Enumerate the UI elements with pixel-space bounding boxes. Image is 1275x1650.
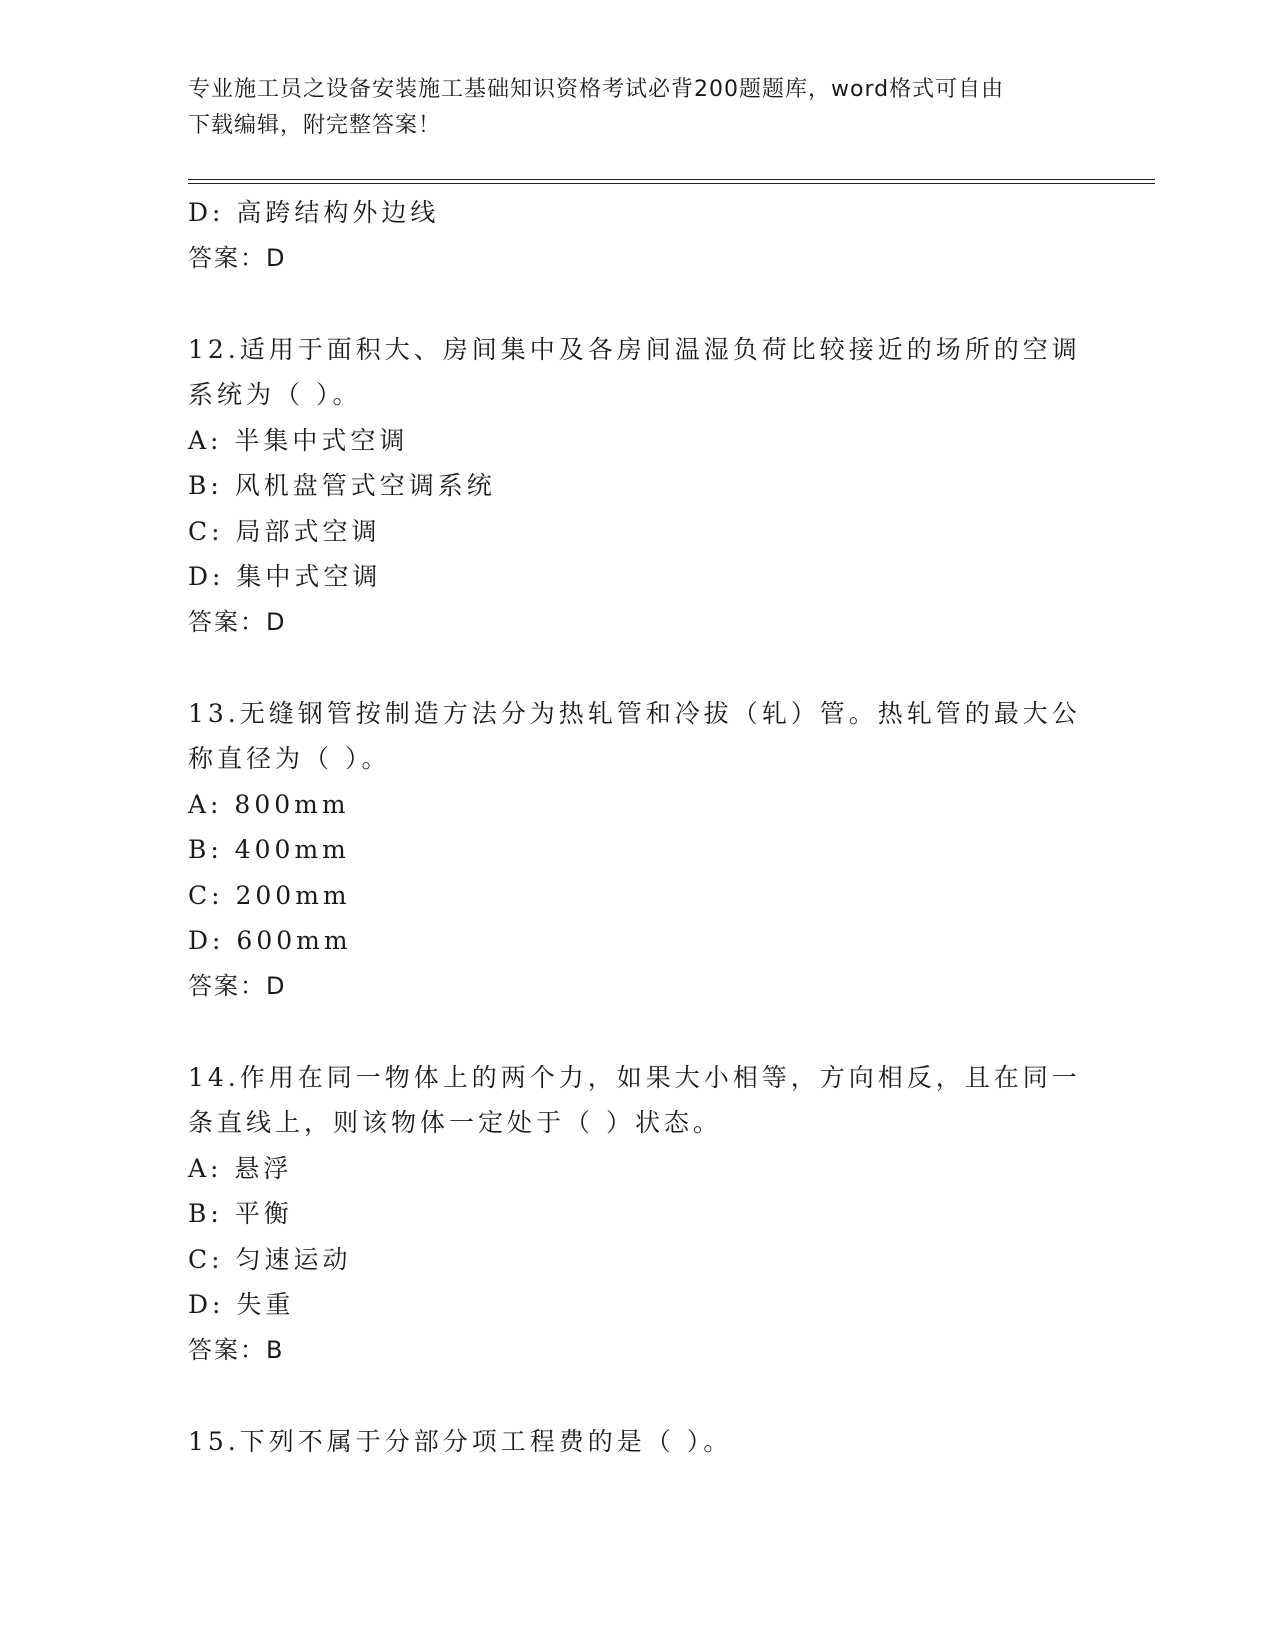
question-13 — [188, 691, 1088, 1010]
answer-line: 答案：B — [188, 1335, 285, 1364]
option-b: B: 400mm — [188, 835, 350, 864]
question-stem-continued: 系统为（ ）。 — [188, 380, 362, 409]
question-14 — [188, 1055, 1088, 1374]
question-stem: 14.作用在同一物体上的两个力，如果大小相等，方向相反，且在同一 — [188, 1062, 1081, 1092]
spacer — [188, 645, 1088, 691]
option-b: B: 平衡 — [188, 1199, 293, 1228]
question-stem: 15.下列不属于分部分项工程费的是（ ）。 — [188, 1426, 733, 1456]
option-d: D: 600mm — [188, 926, 352, 955]
document-body — [188, 190, 1088, 1464]
answer-line: 答案：D — [188, 243, 287, 272]
question-11-tail — [188, 190, 1088, 281]
option-c: C: 200mm — [188, 880, 351, 910]
question-stem: 12.适用于面积大、房间集中及各房间温湿负荷比较接近的场所的空调 — [188, 334, 1081, 364]
question-stem-continued: 称直径为（ ）。 — [188, 744, 391, 773]
question-15 — [188, 1419, 1088, 1465]
option-b: B: 风机盘管式空调系统 — [188, 471, 496, 500]
option-d: D: 失重 — [188, 1290, 295, 1319]
option-a: A: 800mm — [188, 789, 350, 819]
option-d: D: 高跨结构外边线 — [188, 198, 440, 227]
option-c: C: 匀速运动 — [188, 1244, 352, 1274]
option-a: A: 半集中式空调 — [188, 425, 409, 455]
answer-line: 答案：D — [188, 971, 287, 1000]
header-title-line-2: 下载编辑，附完整答案！ — [188, 113, 442, 138]
spacer — [188, 1009, 1088, 1055]
header-divider-top — [188, 179, 1155, 180]
question-stem: 13.无缝钢管按制造方法分为热轧管和冷拔（轧）管。热轧管的最大公 — [188, 698, 1081, 728]
header-divider-bottom — [188, 183, 1155, 184]
header-title-line-1: 专业施工员之设备安装施工基础知识资格考试必背200题题库，word格式可自由 — [188, 77, 1005, 102]
option-a: A: 悬浮 — [188, 1153, 293, 1183]
option-c: C: 局部式空调 — [188, 516, 381, 546]
spacer — [188, 1373, 1088, 1419]
question-12 — [188, 327, 1088, 646]
answer-line: 答案：D — [188, 607, 287, 636]
question-stem-continued: 条直线上，则该物体一定处于（ ）状态。 — [188, 1108, 722, 1137]
document-header — [188, 72, 1088, 144]
spacer — [188, 281, 1088, 327]
option-d: D: 集中式空调 — [188, 562, 382, 591]
